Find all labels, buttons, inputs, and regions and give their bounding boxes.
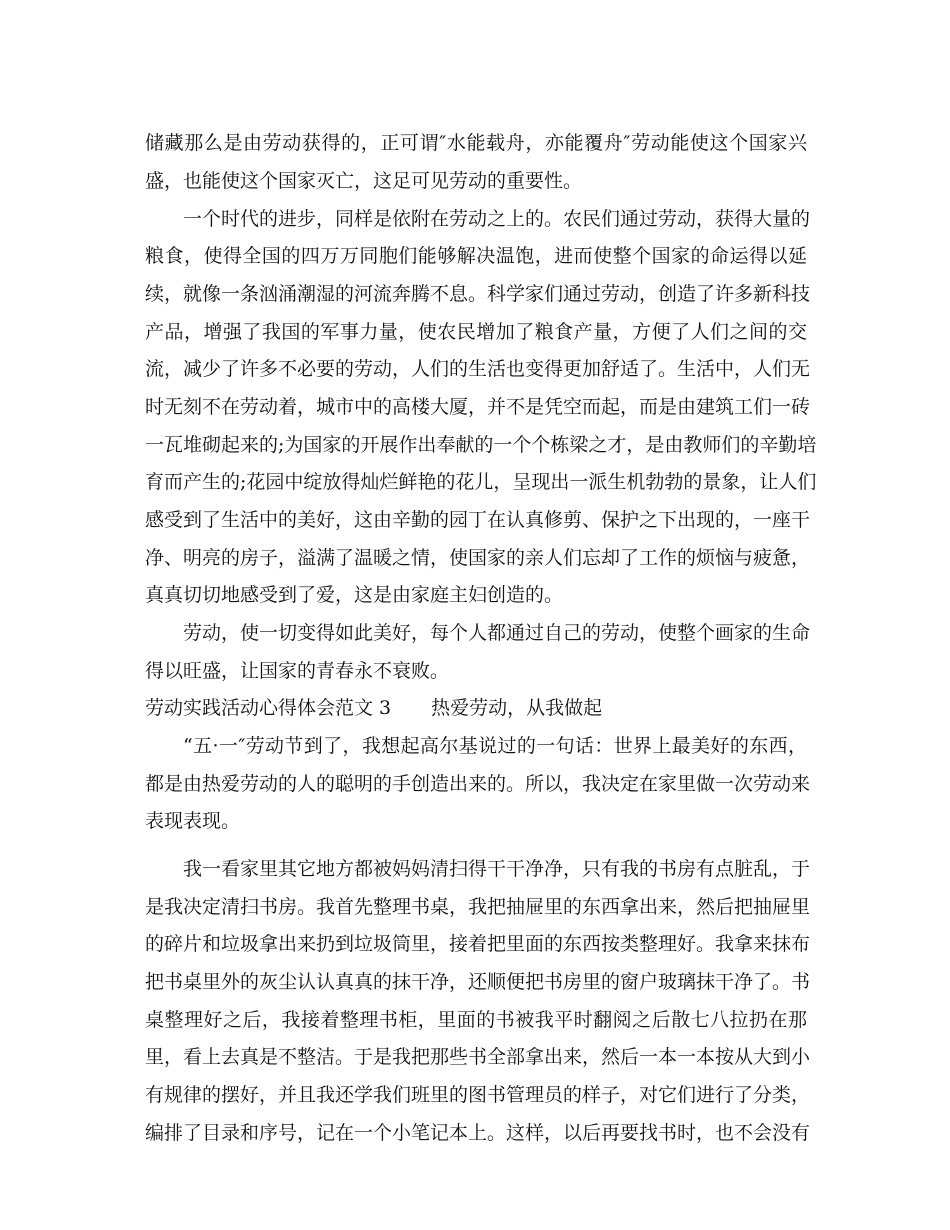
text-line: 表现表现。 [145, 810, 241, 832]
text-line: 续，就像一条汹涌潮湿的河流奔腾不息。科学家们通过劳动，创造了许多新科技 [145, 283, 811, 305]
text-line: “五·一″劳动节到了，我想起高尔基说过的一句话：世界上最美好的东西， [183, 735, 807, 757]
text-line: 有规律的摆好，并且我还学我们班里的图书管理员的样子，对它们进行了分类， [145, 1084, 811, 1106]
section-heading [145, 696, 602, 720]
heading-subtitle: 热爱劳动，从我做起 [431, 697, 603, 719]
text-line: 盛，也能使这个国家灭亡，这足可见劳动的重要性。 [145, 170, 583, 192]
text-line: 产品，增强了我国的军事力量，使农民增加了粮食产量，方便了人们之间的交 [145, 321, 807, 343]
text-line: 育而产生的;花园中绽放得灿烂鲜艳的花儿，呈现出一派生机勃勃的景象，让人们 [145, 471, 817, 493]
text-line: 都是由热爱劳动的人的聪明的手创造出来的。所以，我决定在家里做一次劳动来 [145, 773, 811, 795]
text-line: 净、明亮的房子，溢满了温暖之情，使国家的亲人们忘却了工作的烦恼与疲惫， [145, 547, 811, 569]
text-line: 一个时代的进步，同样是依附在劳动之上的。农民们通过劳动，获得大量的 [183, 208, 811, 230]
text-line: 编排了目录和序号，记在一个小笔记本上。这样，以后再要找书时，也不会没有 [145, 1122, 811, 1144]
text-line: 真真切切地感受到了爱，这是由家庭主妇创造的。 [145, 584, 564, 606]
text-line: 的碎片和垃圾拿出来扔到垃圾筒里，接着把里面的东西按类整理好。我拿来抹布 [145, 933, 811, 955]
text-line: 得以旺盛，让国家的青春永不衰败。 [145, 660, 450, 682]
text-line: 是我决定清扫书房。我首先整理书桌，我把抽屉里的东西拿出来，然后把抽屉里 [145, 896, 811, 918]
text-line: 时无刻不在劳动着，城市中的高楼大厦，并不是凭空而起，而是由建筑工们一砖 [145, 396, 811, 418]
text-line: 劳动，使一切变得如此美好，每个人都通过自己的劳动，使整个画家的生命 [183, 622, 811, 644]
text-line: 把书桌里外的灰尘认认真真的抹干净，还顺便把书房里的窗户玻璃抹干净了。书 [145, 971, 811, 993]
text-line: 桌整理好之后，我接着整理书柜，里面的书被我平时翻阅之后散七八拉扔在那 [145, 1009, 807, 1031]
text-line: 粮食，使得全国的四万万同胞们能够解决温饱，进而使整个国家的命运得以延 [145, 245, 807, 267]
text-line: 流，减少了许多不必要的劳动，人们的生活也变得更加舒适了。生活中，人们无 [145, 358, 811, 380]
text-line: 一瓦堆砌起来的;为国家的开展作出奉献的一个个栋梁之才，是由教师们的辛勤培 [145, 434, 817, 456]
text-line: 里，看上去真是不整洁。于是我把那些书全部拿出来，然后一本一本按从大到小 [145, 1046, 811, 1068]
heading-title: 劳动实践活动心得体会范文 3 [145, 697, 392, 719]
text-line: 储藏那么是由劳动获得的，正可谓″水能载舟，亦能覆舟″劳动能使这个国家兴 [145, 132, 807, 154]
text-line: 我一看家里其它地方都被妈妈清扫得干干净净，只有我的书房有点脏乱，于 [183, 858, 811, 880]
text-line: 感受到了生活中的美好，这由辛勤的园丁在认真修剪、保护之下出现的，一座干 [145, 509, 811, 531]
